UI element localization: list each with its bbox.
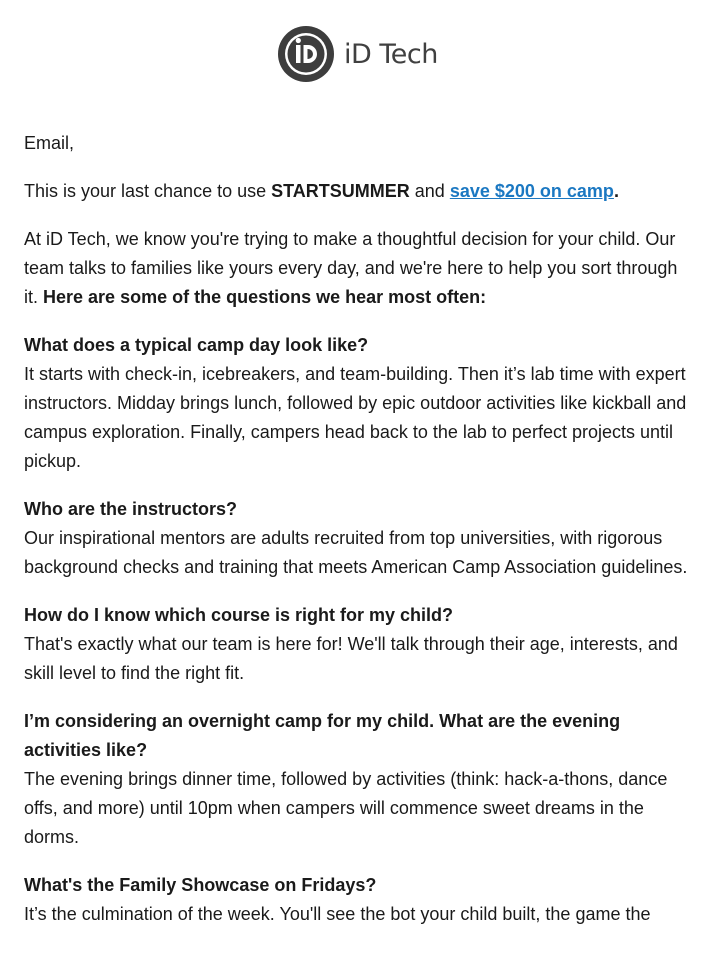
faq-question: What's the Family Showcase on Fridays? [24, 875, 377, 895]
promo-paragraph [24, 177, 696, 206]
intro-paragraph [24, 225, 696, 312]
brand-name: iD Tech [344, 38, 438, 70]
faq-answer: It’s the culmination of the week. You'll see the bot your child built, the game the [24, 904, 651, 924]
faq-item-overnight [24, 707, 696, 852]
brand-logo[interactable] [276, 24, 438, 84]
faq-question: What does a typical camp day look like? [24, 335, 369, 355]
idtech-logo-icon [276, 24, 336, 84]
faq-question: How do I know which course is right for my child? [24, 605, 454, 625]
email-body [0, 129, 720, 929]
promo-text-before: This is your last chance to use [24, 181, 272, 201]
faq-answer: That's exactly what our team is here for! We'll talk through their age, interests, and skill level to find the right fit. [24, 634, 678, 683]
faq-answer: It starts with check-in, icebreakers, and team-building. Then it’s lab time with expert instructors. Midday brings lunch, followed by epic outdoor activities like kickball and campus exploration. Finally, campers head back to the lab to perfect projects until pickup. [24, 364, 687, 471]
promo-text-middle: and [409, 181, 450, 201]
faq-question: Who are the instructors? [24, 499, 238, 519]
greeting: Email, [24, 133, 75, 153]
faq-item-camp-day [24, 331, 696, 476]
promo-code: STARTSUMMER [271, 181, 410, 201]
intro-bold-text: Here are some of the questions we hear most often: [43, 287, 487, 307]
intro-text: At iD Tech, we know you're trying to make a thoughtful decision for your child. Our team talks to families like yours every day, and we're here to help you sort through it. [24, 229, 678, 307]
faq-answer: Our inspirational mentors are adults recruited from top universities, with rigorous background checks and training that meets American Camp Association guidelines. [24, 528, 688, 577]
faq-item-family-showcase [24, 871, 696, 929]
email-header [0, 0, 720, 110]
save-200-link[interactable]: save $200 on camp [449, 181, 614, 201]
faq-answer: The evening brings dinner time, followed by activities (think: hack-a-thons, dance offs, and more) until 10pm when campers will commence sweet dreams in the dorms. [24, 769, 668, 847]
promo-period: . [613, 181, 619, 201]
faq-item-instructors [24, 495, 696, 582]
faq-question: I’m considering an overnight camp for my child. What are the evening activities like? [24, 711, 621, 760]
faq-item-course-fit [24, 601, 696, 688]
